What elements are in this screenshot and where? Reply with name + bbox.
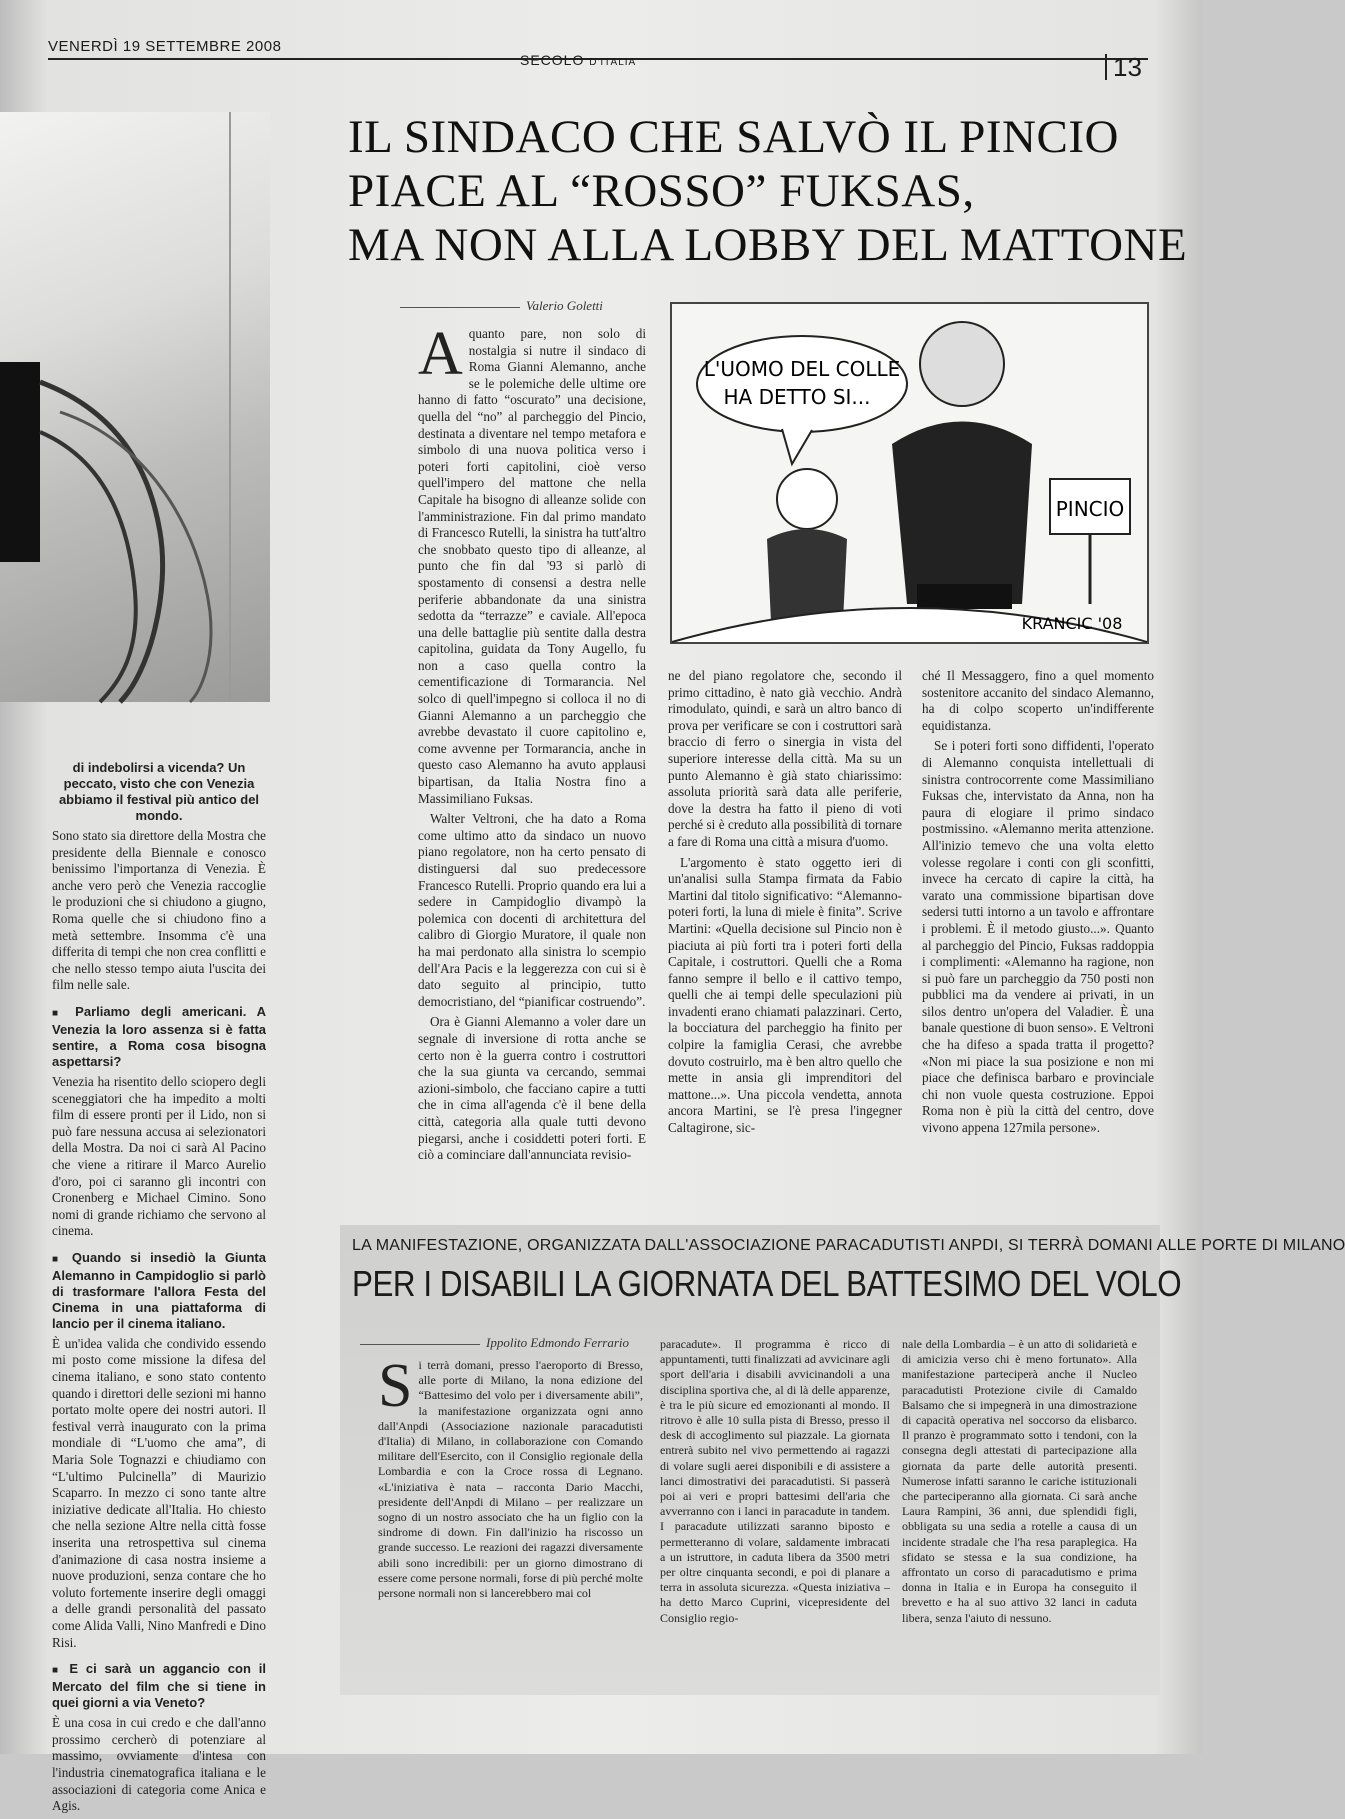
article1-column-1 <box>418 320 646 1168</box>
dropcap: A <box>418 320 463 388</box>
interview-answer: È una cosa in cui credo e che dall'anno prossimo cercherò di potenziare al massimo, ovviamente d'intesa con l'industria cinematografica italiana e le associazioni di categoria come Anica e Agis. <box>52 1715 266 1814</box>
cartoon-bubble-line2: HA DETTO SI... <box>723 385 871 409</box>
cartoon-drawing <box>672 304 1147 642</box>
issue-date: VENERDÌ 19 SETTEMBRE 2008 <box>48 38 282 55</box>
paragraph-text: quanto pare, non solo di nostalgia si nutre il sindaco di Roma Gianni Alemanno, anche se le polemiche delle ultime ore hanno di fatto “oscurato” una decisione, quella del “no” al parcheggio del Pincio, destinata a diventare nel tempo metafora e simbolo di una nuova politica verso i poteri forti capitolini, cioè verso quell'impero del mattone che nella Capitale ha bisogno di alleanze solide con l'amministrazione. Fin dal primo mandato di Francesco Rutelli, la sinistra ha tutt'altro che snobbato questo tipo di alleanze, al punto che fin dal '93 si parlò di spostamento di consensi a destra nelle periferie abbandonate da una sinistra sedotta da “terrazze” e caviale. All'epoca una delle battaglie più sentite dalla destra capitolina, guidata da Tony Augello, fu non a caso quella contro la cementificazione di Tormarancia. Nel solco di quell'impegno si colloca il no di Gianni Alemanno a un parcheggio che avrebbe devastato il cuore capitolino e, come avvenne per Tormarancia, anche in questo caso Alemanno ha avuto applausi bipartisan, da Italia Nostra fino a Massimiliano Fuksas. <box>418 326 646 806</box>
article2-paragraph <box>378 1352 643 1601</box>
photo-railing-drawing <box>0 112 270 702</box>
editorial-cartoon <box>670 302 1149 644</box>
photo-venice-wall <box>0 112 270 702</box>
article2-paragraph: paracadute». Il programma è ricco di appuntamenti, tutti finalizzati ad avvicinare agli sport dell'aria i disabili avvicinandoli a una disciplina sportiva che, al di là delle apparenze, è tra le più sicure ed emozionanti al mondo. Il ritrovo è alle 10 sulla pista di Bresso, presso il desk di accoglimento sul piazzale. La giornata entrerà subito nel vivo permettendo ai ragazzi di volare sugli aerei disponibili e di assistere a lanci dimostrativi dei paracadutisti. Si passerà poi ai veri e propri battesimi dell'aria che avverranno con i lanci in paracadute in tandem. I paracadute utilizzati saranno biposto e permetteranno di volare, saldamente imbracati a un istruttore, in caduta libera da 3500 metri per oltre cinquanta secondi, e poi di planare a terra in assoluta sicurezza. «Questa iniziativa – ha detto Marco Cuprini, vicepresidente del Consiglio regio- <box>660 1337 890 1625</box>
byline-author: Ippolito Edmondo Ferrario <box>486 1335 629 1350</box>
article2-column-2 <box>660 1337 890 1630</box>
interview-answer: Venezia ha risentito dello sciopero degli sceneggiatori che ha impedito a molti film di essere pronti per il Lido, non si può fare nessuna accusa ai selezionatori della Mostra. Da noi ci sarà Al Pacino che viene a ritirare il Marco Aurelio d'oro, poi ci saranno gli incontri con Cronenberg e Michael Cimino. Sono nomi di grande richiamo che servono al cinema. <box>52 1073 266 1239</box>
article1-column-3 <box>922 668 1154 1141</box>
article1-paragraph: Walter Veltroni, che ha dato a Roma come ultimo atto da sindaco un nuovo piano regolatore, non ha certo pensato di distinguersi dal suo predecessore Francesco Rutelli. Proprio quando era lui a sedere in Campidoglio divampò la polemica con docenti di architettura del calibro di Giorgio Muratore, il quale non ha mai perdonato alla sinistra lo scempio dell'Ara Pacis e la leggerezza con cui si è dato seguito al principio, tutto democristiano, del “pianificar costruendo”. <box>418 811 646 1009</box>
interview-question-1: di indebolirsi a vicenda? Un peccato, visto che con Venezia abbiamo il festival più antico del mondo. <box>58 760 260 823</box>
byline-author: Valerio Goletti <box>526 298 603 313</box>
paper-name-main: SECOLO <box>520 52 585 68</box>
paper-name-small: D'ITALIA <box>589 57 637 68</box>
cartoon-sign: PINCIO <box>1055 497 1125 521</box>
interview-column <box>52 760 266 1819</box>
article1-paragraph: ché Il Messaggero, fino a quel momento sostenitore accanito del sindaco Alemanno, ha di colpo scoperto un'indifferente equidistanza. <box>922 668 1154 733</box>
headline-line: PIACE AL “ROSSO” FUKSAS, <box>348 165 975 217</box>
article2-column-1 <box>378 1352 643 1605</box>
cartoon-bubble-line1: L'UOMO DEL COLLE <box>703 357 901 381</box>
cartoon-signature: KRANCIC '08 <box>1021 614 1123 633</box>
page-number: 13 <box>1105 54 1142 80</box>
byline-article1 <box>400 298 603 314</box>
article2-column-3 <box>902 1337 1137 1630</box>
headline-line: IL SINDACO CHE SALVÒ IL PINCIO <box>348 111 1119 163</box>
article1-paragraph: L'argomento è stato oggetto ieri di un'analisi sulla Stampa firmata da Fabio Martini dal titolo significativo: “Alemanno-poteri forti, la luna di miele è finita”. Scrive Martini: «Quella decisione sul Pincio non è piaciuta ai più forti tra i poteri forti della Capitale, i costruttori. Quelli che a Roma fanno sempre il bello e il cattivo tempo, quelli che ai tempi delle speculazioni più invadenti erano chiamati palazzinari. Certo, la bocciatura del parcheggio ha finito per colpire la famiglia Cerasi, che avrebbe dovuto costruirlo, ma è ben altro quello che mette in ansia gli imprenditori del mattone...». Una piccola vendetta, annota ancora Martini, se l'è presa l'ingegner Caltagirone, sic- <box>668 854 902 1136</box>
article1-paragraph: ne del piano regolatore che, secondo il primo cittadino, è nato già vecchio. Andrà rimodulato, quindi, e sarà un altro banco di prova per verificare se con i costruttori sarà braccio di ferro o sinergia in vista del superiore interesse della città. Ma su un punto Alemanno è già stato chiarissimo: assoluta priorità sarà data alle periferie, dove la destra ha fatto il pieno di voti perché si è creduto alla possibilità di tornare a fare di Roma una città a misura d'uomo. <box>668 668 902 849</box>
headline-line: MA NON ALLA LOBBY DEL MATTONE <box>348 219 1188 271</box>
interview-question: ■ Parliamo degli americani. A Venezia la loro assenza si è fatta sentire, a Roma cosa bisogna aspettarsi? <box>52 1004 266 1070</box>
article1-column-2 <box>668 668 902 1141</box>
byline-article2 <box>360 1335 629 1351</box>
article1-paragraph <box>418 320 646 807</box>
article2-kicker: LA MANIFESTAZIONE, ORGANIZZATA DALL'ASSOCIAZIONE PARACADUTISTI ANPDI, SI TERRÀ DOMANI ALLE PORTE DI MILANO <box>352 1237 1345 1254</box>
interview-answer: È un'idea valida che condivido essendo mi posto come missione la difesa del cinema italiano, e sono stato contento quando i direttori delle sezioni mi hanno portato molte opere dei nostri autori. Il festival verrà inaugurato con la prima mondiale di “L'uomo che ama”, di Maria Sole Tognazzi e chiudiamo con “L'ultimo Pulcinella” di Maurizio Scaparro. In mezzo ci sono tante altre iniziative dedicate all'Italia. Ho chiesto che nella sezione Altre nella città fosse inserita una retrospettiva sul cinema d'animazione di casa nostra insieme a nuove produzioni, senza contare che ho voluto fortemente inserire degli omaggi a delle grandi personalità del passato come Alida Valli, Nino Manfredi e Dino Risi. <box>52 1335 266 1650</box>
article1-paragraph: Se i poteri forti sono diffidenti, l'operato di Alemanno conquista intellettuali di sinistra controcorrente come Massimiliano Fuksas che, intervistato da Anna, non ha paura di elogiare il primo sindaco postmissino. «Alemanno merita attenzione. All'inizio temevo che una volta eletto volesse regolare i conti con gli sconfitti, invece ha cercato di capire la città, ha varato una commissione bipartisan dove sedersi tutti intorno a un tavolo e affrontare i problemi. È il metodo giusto...». Quanto al parcheggio del Pincio, Fuksas raddoppia i complimenti: «Alemanno ha ragione, non si può fare un parcheggio da 750 posti non pubblici ma da vendere ai privati, in un silos dentro un'opera del Valadier. È una banale questione di buon senso». E Veltroni che ha difeso a spada tratta il progetto? «Non mi piace la sua posizione e non mi piace che definisca barbaro e provinciale chi non vuole questa costruzione. Eppoi Roma non è più la città del centro, dove vivono appena 127mila persone». <box>922 738 1154 1136</box>
paragraph-text: i terrà domani, presso l'aeroporto di Bresso, alle porte di Milano, la nona edizione del “Battesimo del volo per i diversamente abili”, la manifestazione organizzata ogni anno dall'Anpdi (Associazione nazionale paracadutisti d'Italia) di Milano, in collaborazione con Comando militare dell'Esercito, con il Consiglio regionale della Lombardia e con la Croce rossa di Legnano. «L'iniziativa è nata – racconta Dario Macchi, presidente dell'Anpdi di Milano – per realizzare un sogno di un nostro associato che ha un figlio con la sindrome di down. Fin dall'inizio ha riscosso un grande successo. Le reazioni dei ragazzi diversamente abili sono incredibili: per un giorno dimostrano di essere come persone normali, forse di più perché molte persone normali non si lancerebbero mai col <box>378 1358 643 1601</box>
interview-question: ■ Quando si insediò la Giunta Alemanno in Campidoglio si parlò di trasformare l'allora Festa del Cinema in una piattaforma di lancio per il cinema italiano. <box>52 1250 266 1332</box>
dropcap: S <box>378 1352 413 1420</box>
article2-title: PER I DISABILI LA GIORNATA DEL BATTESIMO DEL VOLO <box>352 1263 1182 1304</box>
interview-question: ■ E ci sarà un aggancio con il Mercato del film che si tiene in quei giorni a via Veneto? <box>52 1661 266 1711</box>
article2-paragraph: nale della Lombardia – è un atto di solidarietà e di amicizia verso chi è meno fortunato». Alla manifestazione parteciperà anche il Nucleo paracadutisti Protezione civile di Camaldo Balsamo che si impegnerà in una dimostrazione di capacità operativa nel soccorso da elisbarco. Il pranzo è programmato sotto i tendoni, con la consegna degli attestati di partecipazione alla giornata da parte delle autorità presenti. Numerose infatti saranno le cariche istituzionali che parteciperanno alla giornata. Ci sarà anche Laura Rampini, 36 anni, due splendidi figli, obbligata su una sedia a rotelle a causa di un incidente stradale che l'ha resa paraplegica. Ha sfidato se stessa e la sua condizione, ha affrontato un corso di paracadutismo e prima donna in Italia e in Europa ha conseguito il brevetto e ha al suo attivo 32 lanci in caduta libera, senza l'aiuto di nessuno. <box>902 1337 1137 1625</box>
interview-answer: Sono stato sia direttore della Mostra che presidente della Biennale e conosco benissimo l'importanza di Venezia. È anche vero però che Venezia raccoglie le produzioni che si chiudono a giugno, Roma quelle che si chiudono fino a metà settembre. Insomma c'è una differita di tempi che non crea conflitti e che nello stesso tempo aiuta l'uscita dei film nelle sale. <box>52 828 266 993</box>
article1-paragraph: Ora è Gianni Alemanno a voler dare un segnale di inversione di rotta anche se certo non è la guerra contro i costruttori che la sua giunta va cercando, semmai azioni-simbolo, che facciano capire a tutti che in cima all'agenda c'è il bene della città, categoria alla quale tutti devono piegarsi, anche i cosiddetti poteri forti. E ciò a cominciare dall'annunciata revisio- <box>418 1014 646 1163</box>
main-headline <box>348 110 1188 272</box>
newspaper-name <box>520 52 636 68</box>
